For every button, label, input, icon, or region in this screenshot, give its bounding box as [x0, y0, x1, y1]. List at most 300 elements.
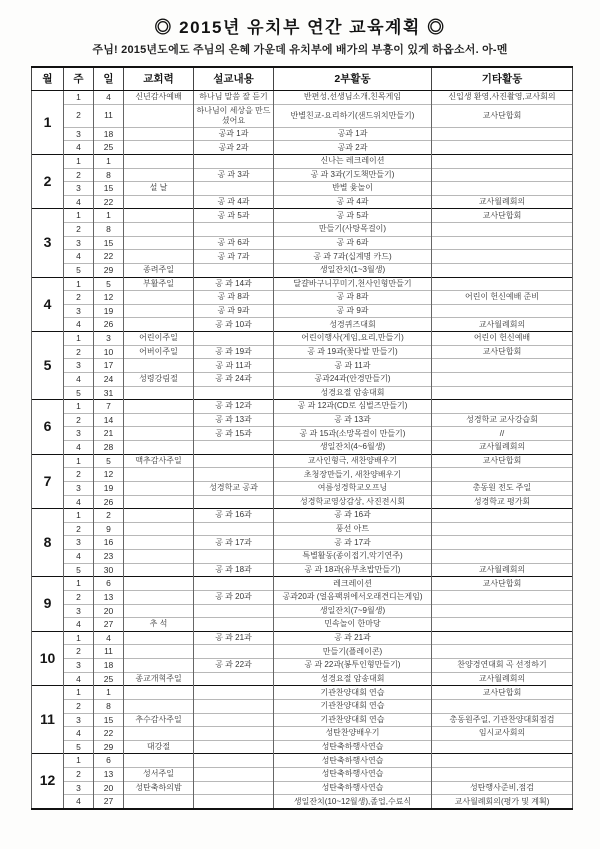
church-calendar-cell — [124, 550, 194, 564]
sermon-cell: 하나님 말씀 잘 듣기 — [194, 91, 274, 105]
church-calendar-cell: 대강절 — [124, 740, 194, 754]
day-cell: 7 — [94, 400, 124, 414]
activity-cell: 만들기(사탕목걸이) — [274, 223, 432, 237]
plan-row — [32, 318, 573, 332]
month-cell: 10 — [32, 631, 64, 686]
etc-activity-cell — [432, 618, 573, 632]
etc-activity-cell — [432, 250, 573, 264]
day-cell: 23 — [94, 550, 124, 564]
etc-activity-cell: 교사월례회의 — [432, 672, 573, 686]
plan-row — [32, 454, 573, 468]
etc-activity-cell: 임시교사회의 — [432, 727, 573, 741]
plan-row — [32, 413, 573, 427]
day-cell: 5 — [94, 454, 124, 468]
church-calendar-cell: 맥추감사주일 — [124, 454, 194, 468]
activity-cell: 반편성,선생님소개,친목게임 — [274, 91, 432, 105]
plan-row — [32, 345, 573, 359]
day-cell: 8 — [94, 223, 124, 237]
church-calendar-cell — [124, 141, 194, 155]
etc-activity-cell — [432, 631, 573, 645]
activity-cell: 기관찬양대회 연습 — [274, 686, 432, 700]
church-calendar-cell: 신년감사예배 — [124, 91, 194, 105]
day-cell: 2 — [94, 509, 124, 523]
week-cell: 1 — [64, 91, 94, 105]
sermon-cell: 공 과 11과 — [194, 359, 274, 373]
sermon-cell — [194, 645, 274, 659]
plan-row — [32, 727, 573, 741]
plan-row — [32, 104, 573, 127]
week-cell: 1 — [64, 686, 94, 700]
church-calendar-cell — [124, 168, 194, 182]
day-cell: 11 — [94, 645, 124, 659]
activity-cell: 공 과 6과 — [274, 236, 432, 250]
church-calendar-cell: 어버이주일 — [124, 345, 194, 359]
day-cell: 20 — [94, 604, 124, 618]
week-cell: 2 — [64, 590, 94, 604]
plan-row — [32, 182, 573, 196]
sermon-cell: 공 과 12과 — [194, 400, 274, 414]
plan-row — [32, 672, 573, 686]
church-calendar-cell — [124, 522, 194, 536]
plan-row — [32, 236, 573, 250]
etc-activity-cell — [432, 536, 573, 550]
plan-row — [32, 645, 573, 659]
sermon-cell — [194, 454, 274, 468]
month-cell: 1 — [32, 91, 64, 155]
sermon-cell — [194, 577, 274, 591]
sermon-cell — [194, 332, 274, 346]
sermon-cell — [194, 740, 274, 754]
church-calendar-cell: 어린이주일 — [124, 332, 194, 346]
sermon-cell: 공 과 10과 — [194, 318, 274, 332]
plan-row — [32, 223, 573, 237]
week-cell: 3 — [64, 713, 94, 727]
day-cell: 15 — [94, 182, 124, 196]
church-calendar-cell — [124, 577, 194, 591]
plan-row — [32, 481, 573, 495]
church-calendar-cell — [124, 699, 194, 713]
week-cell: 2 — [64, 104, 94, 127]
etc-activity-cell: 교사단합회 — [432, 345, 573, 359]
etc-activity-cell: 교사단합회 — [432, 454, 573, 468]
sermon-cell: 공 과 14과 — [194, 277, 274, 291]
day-cell: 28 — [94, 441, 124, 455]
week-cell: 5 — [64, 740, 94, 754]
day-cell: 6 — [94, 577, 124, 591]
day-cell: 21 — [94, 427, 124, 441]
day-cell: 13 — [94, 590, 124, 604]
activity-cell: 교사인형극, 새찬양배우기 — [274, 454, 432, 468]
sermon-cell: 공 과 24과 — [194, 372, 274, 386]
plan-row — [32, 577, 573, 591]
month-cell: 8 — [32, 509, 64, 577]
week-cell: 1 — [64, 400, 94, 414]
plan-row — [32, 195, 573, 209]
day-cell: 16 — [94, 536, 124, 550]
week-cell: 2 — [64, 699, 94, 713]
etc-activity-cell: 교사월례회의 — [432, 195, 573, 209]
church-calendar-cell — [124, 468, 194, 482]
sermon-cell: 공 과 21과 — [194, 631, 274, 645]
etc-activity-cell: 성경학교 평가회 — [432, 495, 573, 509]
day-cell: 6 — [94, 754, 124, 768]
week-cell: 4 — [64, 141, 94, 155]
etc-activity-cell: 교사월례회의 — [432, 441, 573, 455]
day-cell: 4 — [94, 91, 124, 105]
church-calendar-cell — [124, 686, 194, 700]
etc-activity-cell — [432, 263, 573, 277]
activity-cell: 만들기(플레이콘) — [274, 645, 432, 659]
week-cell: 4 — [64, 727, 94, 741]
plan-row — [32, 291, 573, 305]
day-cell: 12 — [94, 291, 124, 305]
activity-cell: 성경퀴즈대회 — [274, 318, 432, 332]
church-calendar-cell — [124, 563, 194, 577]
day-cell: 15 — [94, 236, 124, 250]
plan-row — [32, 277, 573, 291]
plan-row — [32, 563, 573, 577]
week-cell: 2 — [64, 168, 94, 182]
activity-cell: 공 과 22과(봉투인형만들기) — [274, 659, 432, 673]
week-cell: 5 — [64, 563, 94, 577]
month-cell: 12 — [32, 754, 64, 809]
day-cell: 17 — [94, 359, 124, 373]
sermon-cell: 공 과 9과 — [194, 304, 274, 318]
church-calendar-cell — [124, 209, 194, 223]
etc-activity-cell — [432, 359, 573, 373]
week-cell: 1 — [64, 754, 94, 768]
plan-row — [32, 740, 573, 754]
plan-row — [32, 127, 573, 141]
etc-activity-cell — [432, 509, 573, 523]
etc-activity-cell: 교사단합회 — [432, 577, 573, 591]
week-cell: 4 — [64, 372, 94, 386]
activity-cell: 어린이행사(게임,요리,만들기) — [274, 332, 432, 346]
day-cell: 20 — [94, 781, 124, 795]
activity-cell: 공 과 15과(소망목걸이 만들기) — [274, 427, 432, 441]
week-cell: 3 — [64, 781, 94, 795]
day-cell: 1 — [94, 209, 124, 223]
church-calendar-cell — [124, 318, 194, 332]
church-calendar-cell — [124, 590, 194, 604]
week-cell: 1 — [64, 277, 94, 291]
page-title: ◎ 2015년 유치부 연간 교육계획 ◎ — [154, 18, 446, 37]
day-cell: 12 — [94, 468, 124, 482]
sermon-cell — [194, 672, 274, 686]
week-cell: 2 — [64, 645, 94, 659]
activity-cell: 공 과 4과 — [274, 195, 432, 209]
day-cell: 25 — [94, 672, 124, 686]
day-cell: 31 — [94, 386, 124, 400]
plan-row — [32, 768, 573, 782]
sermon-cell: 공 과 16과 — [194, 509, 274, 523]
etc-activity-cell: 교사월례회의(평가 및 계획) — [432, 795, 573, 809]
sermon-cell — [194, 713, 274, 727]
church-calendar-cell — [124, 386, 194, 400]
activity-cell: 공 과 16과 — [274, 509, 432, 523]
church-calendar-cell — [124, 495, 194, 509]
week-cell: 1 — [64, 454, 94, 468]
plan-row — [32, 209, 573, 223]
church-calendar-cell — [124, 604, 194, 618]
day-cell: 13 — [94, 768, 124, 782]
etc-activity-cell — [432, 223, 573, 237]
activity-cell: 공 과 21과 — [274, 631, 432, 645]
activity-cell: 성탄축하행사연습 — [274, 768, 432, 782]
sermon-cell — [194, 386, 274, 400]
church-calendar-cell — [124, 727, 194, 741]
table-header-row — [32, 67, 573, 91]
sermon-cell — [194, 795, 274, 809]
activity-cell: 공 과 13과 — [274, 413, 432, 427]
day-cell: 5 — [94, 277, 124, 291]
day-cell: 29 — [94, 263, 124, 277]
church-calendar-cell — [124, 427, 194, 441]
day-cell: 27 — [94, 618, 124, 632]
plan-row — [32, 441, 573, 455]
church-calendar-cell — [124, 154, 194, 168]
month-cell: 6 — [32, 400, 64, 455]
activity-cell: 공과 2과 — [274, 141, 432, 155]
church-calendar-cell — [124, 659, 194, 673]
church-calendar-cell: 부활주일 — [124, 277, 194, 291]
activity-cell: 공 과 12과(CD로 심벌즈만들기) — [274, 400, 432, 414]
church-calendar-cell: 추수감사주일 — [124, 713, 194, 727]
etc-activity-cell — [432, 182, 573, 196]
week-cell: 4 — [64, 250, 94, 264]
church-calendar-cell — [124, 413, 194, 427]
church-calendar-cell — [124, 509, 194, 523]
activity-cell: 초청장만들기, 새찬양배우기 — [274, 468, 432, 482]
day-cell: 19 — [94, 481, 124, 495]
plan-row — [32, 168, 573, 182]
church-calendar-cell — [124, 250, 194, 264]
week-cell: 2 — [64, 223, 94, 237]
month-cell: 5 — [32, 332, 64, 400]
etc-activity-cell: 어린이 헌신예배 준비 — [432, 291, 573, 305]
week-cell: 2 — [64, 768, 94, 782]
church-calendar-cell — [124, 359, 194, 373]
week-cell: 1 — [64, 154, 94, 168]
church-calendar-cell: 종려주일 — [124, 263, 194, 277]
etc-activity-cell: // — [432, 427, 573, 441]
sermon-cell — [194, 699, 274, 713]
plan-row — [32, 154, 573, 168]
etc-activity-cell — [432, 754, 573, 768]
activity-cell: 성경학교영상감상, 사진전시회 — [274, 495, 432, 509]
week-cell: 4 — [64, 550, 94, 564]
activity-cell: 신나는 레크레이션 — [274, 154, 432, 168]
day-cell: 18 — [94, 659, 124, 673]
sermon-cell: 공 과 20과 — [194, 590, 274, 604]
sermon-cell: 공 과 4과 — [194, 195, 274, 209]
week-cell: 4 — [64, 495, 94, 509]
etc-activity-cell — [432, 141, 573, 155]
day-cell: 19 — [94, 304, 124, 318]
sermon-cell: 공 과 19과 — [194, 345, 274, 359]
etc-activity-cell — [432, 468, 573, 482]
activity-cell: 공 과 9과 — [274, 304, 432, 318]
month-cell: 9 — [32, 577, 64, 632]
day-cell: 26 — [94, 318, 124, 332]
etc-activity-cell — [432, 386, 573, 400]
plan-row — [32, 522, 573, 536]
plan-row — [32, 359, 573, 373]
week-cell: 4 — [64, 441, 94, 455]
week-cell: 1 — [64, 577, 94, 591]
column-header-5: 2부활동 — [274, 67, 432, 91]
column-header-4: 설교내용 — [194, 67, 274, 91]
church-calendar-cell — [124, 754, 194, 768]
sermon-cell: 공 과 22과 — [194, 659, 274, 673]
etc-activity-cell: 교사단합회 — [432, 209, 573, 223]
activity-cell: 성탄축하행사연습 — [274, 781, 432, 795]
etc-activity-cell — [432, 236, 573, 250]
week-cell: 3 — [64, 127, 94, 141]
plan-row — [32, 795, 573, 809]
week-cell: 3 — [64, 536, 94, 550]
etc-activity-cell — [432, 645, 573, 659]
sermon-cell: 공과 1과 — [194, 127, 274, 141]
activity-cell: 공과20과 (얼음팩위에서오래견디는게임) — [274, 590, 432, 604]
sermon-cell — [194, 768, 274, 782]
day-cell: 18 — [94, 127, 124, 141]
activity-cell: 특별활동(종이접기,악기연주) — [274, 550, 432, 564]
activity-cell: 생일잔치(4~6월생) — [274, 441, 432, 455]
activity-cell: 기관찬양대회 연습 — [274, 699, 432, 713]
sermon-cell — [194, 754, 274, 768]
table-body — [32, 91, 573, 809]
plan-row — [32, 686, 573, 700]
etc-activity-cell: 총동원 전도 주일 — [432, 481, 573, 495]
week-cell: 3 — [64, 236, 94, 250]
activity-cell: 공과 1과 — [274, 127, 432, 141]
activity-cell: 공 과 19과(꽃다발 만들기) — [274, 345, 432, 359]
day-cell: 3 — [94, 332, 124, 346]
church-calendar-cell — [124, 631, 194, 645]
sermon-cell: 공 과 8과 — [194, 291, 274, 305]
week-cell: 4 — [64, 318, 94, 332]
plan-row — [32, 781, 573, 795]
etc-activity-cell: 성경학교 교사강습회 — [432, 413, 573, 427]
day-cell: 22 — [94, 250, 124, 264]
sermon-cell — [194, 781, 274, 795]
week-cell: 3 — [64, 182, 94, 196]
plan-row — [32, 509, 573, 523]
activity-cell: 레크레이션 — [274, 577, 432, 591]
church-calendar-cell — [124, 223, 194, 237]
sermon-cell: 성경학교 공과 — [194, 481, 274, 495]
etc-activity-cell — [432, 590, 573, 604]
plan-row — [32, 386, 573, 400]
etc-activity-cell: 신입생 환영,사진촬영,교사회의 — [432, 91, 573, 105]
plan-row — [32, 332, 573, 346]
month-cell: 4 — [32, 277, 64, 332]
church-calendar-cell — [124, 795, 194, 809]
sermon-cell — [194, 154, 274, 168]
sermon-cell: 공 과 18과 — [194, 563, 274, 577]
church-calendar-cell — [124, 400, 194, 414]
day-cell: 4 — [94, 631, 124, 645]
activity-cell: 반별친교-요리하기(샌드위치만들기) — [274, 104, 432, 127]
etc-activity-cell: 교사월례회의 — [432, 563, 573, 577]
plan-row — [32, 604, 573, 618]
month-cell: 2 — [32, 154, 64, 209]
day-cell: 22 — [94, 727, 124, 741]
week-cell: 2 — [64, 468, 94, 482]
sermon-cell: 공 과 6과 — [194, 236, 274, 250]
plan-row — [32, 263, 573, 277]
plan-row — [32, 713, 573, 727]
plan-row — [32, 427, 573, 441]
week-cell: 3 — [64, 659, 94, 673]
week-cell: 5 — [64, 386, 94, 400]
day-cell: 26 — [94, 495, 124, 509]
column-header-3: 교회력 — [124, 67, 194, 91]
etc-activity-cell — [432, 400, 573, 414]
sermon-cell — [194, 686, 274, 700]
plan-row — [32, 304, 573, 318]
activity-cell: 달걀바구니꾸미기,천사인형만들기 — [274, 277, 432, 291]
plan-row — [32, 659, 573, 673]
week-cell: 4 — [64, 195, 94, 209]
week-cell: 1 — [64, 332, 94, 346]
sermon-cell — [194, 223, 274, 237]
day-cell: 27 — [94, 795, 124, 809]
plan-row — [32, 550, 573, 564]
plan-row — [32, 754, 573, 768]
etc-activity-cell: 교사단합회 — [432, 686, 573, 700]
day-cell: 29 — [94, 740, 124, 754]
sermon-cell: 공 과 15과 — [194, 427, 274, 441]
sermon-cell — [194, 727, 274, 741]
week-cell: 3 — [64, 481, 94, 495]
activity-cell: 성경요절 암송대회 — [274, 672, 432, 686]
sermon-cell — [194, 550, 274, 564]
day-cell: 11 — [94, 104, 124, 127]
church-calendar-cell: 성령강림절 — [124, 372, 194, 386]
activity-cell: 공 과 3과(기도책만들기) — [274, 168, 432, 182]
week-cell: 1 — [64, 509, 94, 523]
activity-cell: 기관찬양대회 연습 — [274, 713, 432, 727]
plan-row — [32, 250, 573, 264]
sermon-cell — [194, 182, 274, 196]
sermon-cell: 공 과 3과 — [194, 168, 274, 182]
church-calendar-cell — [124, 441, 194, 455]
week-cell: 4 — [64, 672, 94, 686]
church-calendar-cell — [124, 645, 194, 659]
church-calendar-cell — [124, 304, 194, 318]
activity-cell: 여름성경학교오프닝 — [274, 481, 432, 495]
month-cell: 7 — [32, 454, 64, 509]
sermon-cell — [194, 522, 274, 536]
day-cell: 8 — [94, 168, 124, 182]
plan-row — [32, 141, 573, 155]
plan-row — [32, 495, 573, 509]
sermon-cell — [194, 468, 274, 482]
activity-cell: 공 과 18과(유부초밥만들기) — [274, 563, 432, 577]
day-cell: 25 — [94, 141, 124, 155]
sermon-cell: 하나님이 세상을 만드셨어요 — [194, 104, 274, 127]
week-cell: 2 — [64, 413, 94, 427]
day-cell: 8 — [94, 699, 124, 713]
annual-plan-table — [31, 66, 573, 810]
day-cell: 14 — [94, 413, 124, 427]
column-header-0: 월 — [32, 67, 64, 91]
etc-activity-cell: 성탄행사준비,점검 — [432, 781, 573, 795]
plan-row — [32, 400, 573, 414]
activity-cell: 풍선 아트 — [274, 522, 432, 536]
